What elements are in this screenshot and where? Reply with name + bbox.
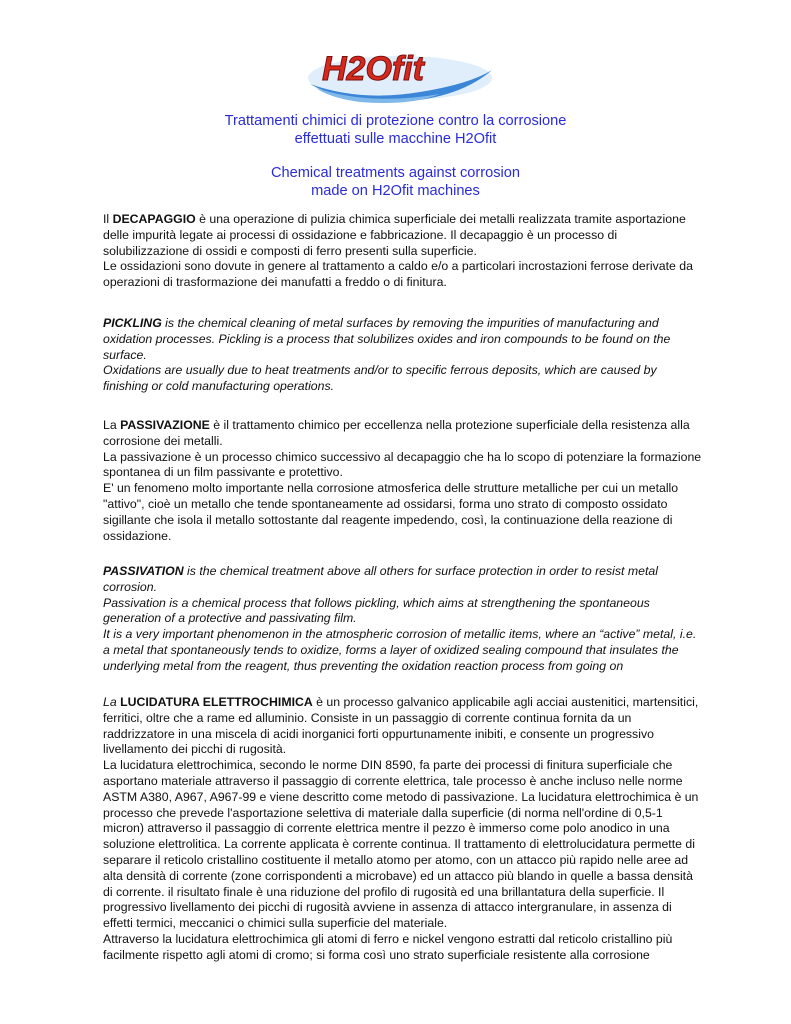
section-decapaggio bbox=[103, 212, 703, 291]
decapaggio-prefix: Il bbox=[103, 212, 113, 226]
h2ofit-logo bbox=[300, 40, 500, 110]
lucidatura-text2: La lucidatura elettrochimica, secondo le norme DIN 8590, fa parte dei processi di finitura superficiale che asportano materiale attraverso il passaggio di corrente elettrica, tale processo è anche incluso nelle norme ASTM A380, A967, A967-99 e viene descritto come metodo di passivazione. La lucidatura elettrochimica è un processo che prevede l'asportazione selettiva di materiale dalla superficie (di norma nell'ordine di 0,5-1 micron) attraverso il passaggio di corrente elettrica mentre il pezzo è immerso come polo anodico in una soluzione elettrolitica. La corrente applicata è corrente continua. Il trattamento di elettrolucidatura permette di separare il reticolo cristallino costituente il metallo atomo per atomo, con un attacco più rapido nelle aree ad alta densità di corrente (zone corrispondenti a microbave) ed un attacco più blando in quelle a bassa densità di corrente. il risultato finale è una riduzione del profilo di rugosità ed una brillantatura della superficie. Il progressivo livellamento dei picchi di rugosità avviene in assenza di attacco intergranulare, in assenza di effetti termici, meccanici o chimici sulla superficie del materiale. bbox=[103, 758, 699, 931]
lucidatura-text3: Attraverso la lucidatura elettrochimica gli atomi di ferro e nickel vengono estratti dal reticolo cristallino più facilmente rispetto agli atomi di cromo; si forma così uno strato superficiale resistente alla corrosione bbox=[103, 931, 673, 962]
pickling-term: PICKLING bbox=[103, 316, 162, 330]
decapaggio-text1: è una operazione di pulizia chimica superficiale dei metalli realizzata tramite asportazione delle impurità legate ai processi di ossidazione e fabbricazione. Il decapaggio è un processo di solubilizzazione di ossidi e composti di ferro presenti sulla superficie. bbox=[103, 212, 686, 258]
passivation-text1: is the chemical treatment above all others for surface protection in order to resist metal corrosion. bbox=[103, 564, 658, 594]
section-passivation bbox=[103, 564, 703, 675]
passivazione-text1: è il trattamento chimico per eccellenza nella protezione superficiale della resistenza alla corrosione dei metalli. bbox=[103, 418, 690, 448]
passivation-text2: Passivation is a chemical process that follows pickling, which aims at strengthening the spontaneous generation of a protective and passivating film. bbox=[103, 595, 650, 626]
passivation-term: PASSIVATION bbox=[103, 564, 184, 578]
title-english bbox=[0, 164, 791, 200]
pickling-text2: Oxidations are usually due to heat treatments and/or to specific ferrous deposits, which are caused by finishing or cold manufacturing operations. bbox=[103, 363, 657, 394]
decapaggio-term: DECAPAGGIO bbox=[112, 212, 196, 226]
passivation-text3: It is a very important phenomenon in the atmospheric corrosion of metallic items, where an “active” metal, i.e. a metal that spontaneously tends to oxidize, forms a layer of oxidized sealing compound that insulates the underlying metal from the reagent, thus preventing the oxidation reaction process from going on bbox=[103, 627, 697, 673]
title-english-line1: Chemical treatments against corrosion bbox=[270, 165, 520, 181]
lucidatura-term: LUCIDATURA ELETTROCHIMICA bbox=[120, 695, 313, 709]
passivazione-text2: La passivazione è un processo chimico successivo al decapaggio che ha lo scopo di potenziare la formazione spontanea di un film passivante e protettivo. bbox=[103, 449, 702, 480]
lucidatura-prefix: La bbox=[103, 695, 121, 709]
passivazione-text3: E' un fenomeno molto importante nella corrosione atmosferica delle strutture metalliche per cui un metallo "attivo", cioè un metallo che tende spontaneamente ad ossidarsi, forma uno strato di composto ossidato sigillante che isola il metallo sottostante dal reagente impedendo, così, la continuazione della reazione di ossidazione. bbox=[103, 481, 679, 543]
passivazione-prefix: La bbox=[103, 418, 121, 432]
title-italian-line2: effettuati sulle macchine H2Ofit bbox=[294, 131, 497, 147]
section-lucidatura bbox=[103, 695, 703, 964]
passivazione-term: PASSIVAZIONE bbox=[120, 418, 210, 432]
lucidatura-text1: è un processo galvanico applicabile agli acciai austenitici, martensitici, ferritici, oltre che a rame ed alluminio. Consiste in un passaggio di corrente continua fornita da un raddrizzatore in una miscela di acidi inorganici forti oppurtunamente inibiti, e consente un progressivo livellamento dei picchi di rugosità. bbox=[103, 695, 699, 757]
title-italian bbox=[0, 112, 791, 148]
logo-text: H2Ofit bbox=[322, 50, 424, 88]
title-english-line2: made on H2Ofit machines bbox=[311, 183, 480, 199]
section-passivazione bbox=[103, 418, 703, 544]
decapaggio-text2: Le ossidazioni sono dovute in genere al trattamento a caldo e/o a particolari incrostazioni ferrose derivate da operazioni di trasformazione dei manufatti a freddo o di finitura. bbox=[103, 259, 693, 290]
title-italian-line1: Trattamenti chimici di protezione contro la corrosione bbox=[224, 113, 567, 129]
pickling-text1: is the chemical cleaning of metal surfaces by removing the impurities of manufacturing and oxidation processes. Pickling is a process that solubilizes oxides and iron compounds to be found on the surface. bbox=[103, 316, 671, 362]
section-pickling bbox=[103, 316, 703, 395]
